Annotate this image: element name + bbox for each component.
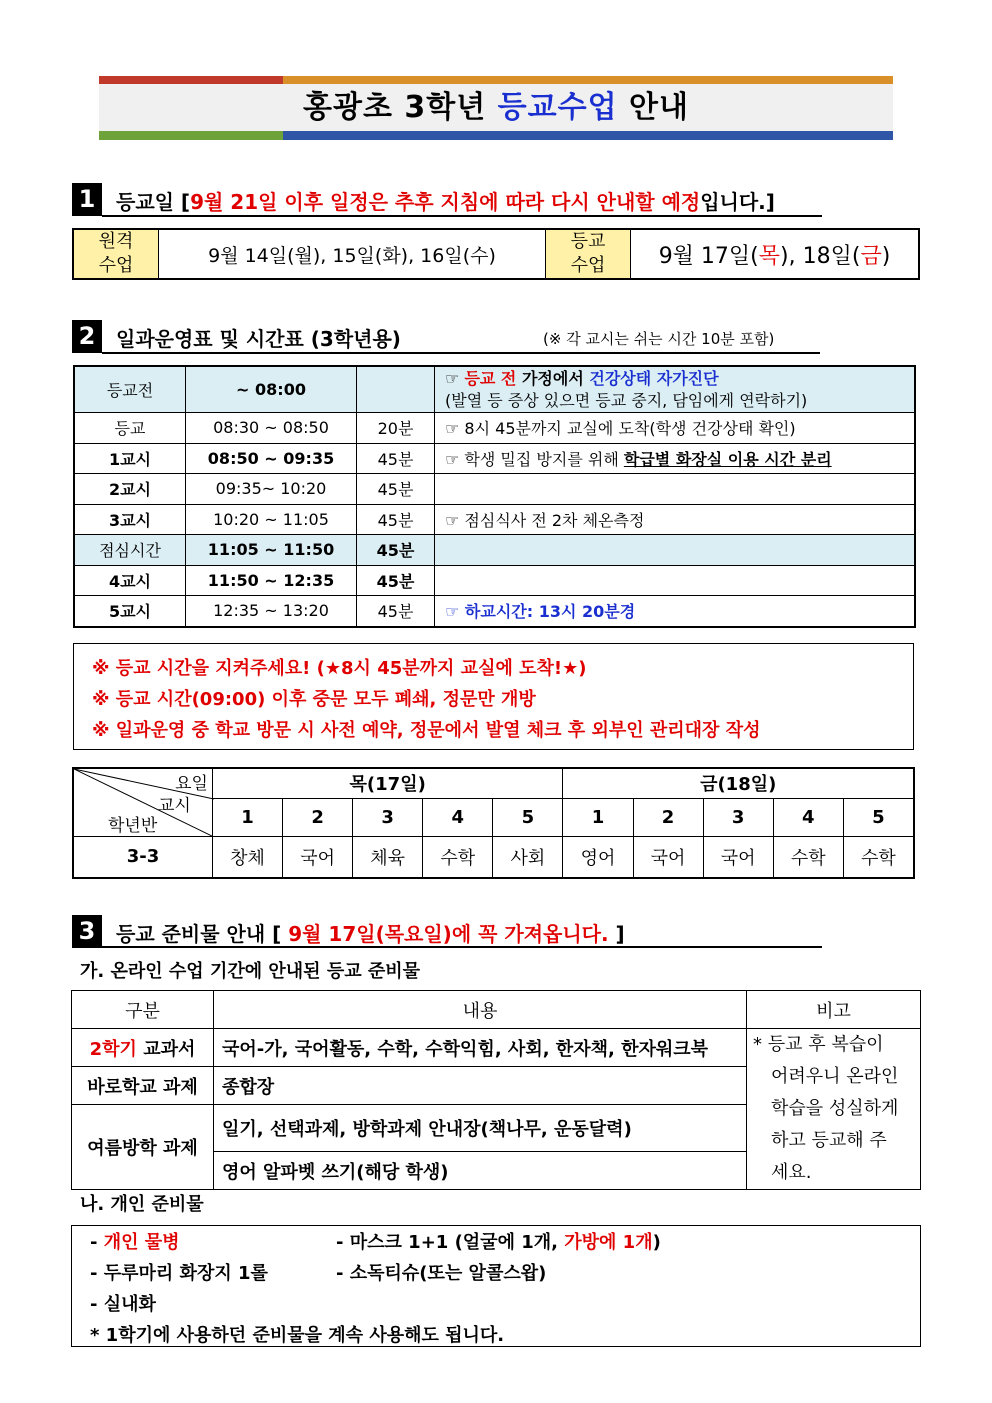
subject-cell: 수학 <box>423 836 493 878</box>
schedule-row <box>74 565 915 596</box>
supply-item: - 실내화 <box>90 1294 156 1315</box>
note-mid: 가정에서 <box>516 368 590 388</box>
section3-heading-red: 9월 17일(목요일)에 꼭 가져옵니다. <box>288 922 609 946</box>
banner-stripe-orange <box>283 76 893 84</box>
note-red: 등교 전 <box>464 368 517 388</box>
personal-supplies-box <box>71 1225 921 1347</box>
title-text-b: 안내 <box>617 90 689 125</box>
note-line2: (발열 등 증상 있으면 등교 중지, 담임에게 연락하기) <box>445 390 808 410</box>
schedule-note <box>435 474 916 505</box>
schedule-duration: 45분 <box>357 443 435 474</box>
section3-heading-text: 등교 준비물 안내 [ <box>116 922 289 946</box>
period-header: 4 <box>773 798 843 836</box>
subject-cell: 수학 <box>843 836 914 878</box>
section2-note: (※ 각 교시는 쉬는 시간 10분 포함) <box>543 330 775 348</box>
schedule-note <box>435 565 916 596</box>
corner-class-label: 학년반 <box>108 816 158 836</box>
section-number-2: 2 <box>72 320 102 353</box>
schedule-period: 점심시간 <box>74 535 186 566</box>
supplies-content: 영어 알파벳 쓰기(해당 학생) <box>214 1152 747 1190</box>
schedule-period: 등교전 <box>74 366 186 413</box>
note-blue: 건강상태 자가진단 <box>589 368 719 388</box>
supplies-category: 바로학교 과제 <box>72 1067 214 1105</box>
remark-line: 하고 등교해 주 <box>771 1130 887 1151</box>
period-header: 2 <box>633 798 703 836</box>
subheading-b: 나. 개인 준비물 <box>80 1194 204 1215</box>
supplies-content: 일기, 선택과제, 방학과제 안내장(책나무, 운동달력) <box>214 1105 747 1152</box>
remote-class-dates: 9월 14일(월), 15일(화), 16일(수) <box>159 229 546 279</box>
page-title <box>99 84 893 131</box>
corner-period-label: 교시 <box>158 796 191 816</box>
supply-item: - 소독티슈(또는 알콜스왑) <box>336 1263 547 1284</box>
schedule-time: 09:35~ 10:20 <box>186 474 357 505</box>
schedule-row <box>74 596 915 627</box>
subject-cell: 국어 <box>703 836 773 878</box>
remote-class-label <box>73 229 159 279</box>
schedule-period: 3교시 <box>74 504 186 535</box>
schedule-note: ☞ 8시 45분까지 교실에 도착(학생 건강상태 확인) <box>435 413 916 444</box>
schedule-duration: 45분 <box>357 596 435 627</box>
schedule-period: 2교시 <box>74 474 186 505</box>
remark-line: * 등교 후 복습이 <box>753 1034 884 1055</box>
item-red: 개인 물병 <box>103 1232 180 1253</box>
supplies-category <box>72 1029 214 1067</box>
schedule-note <box>435 535 916 566</box>
schedule-duration: 20분 <box>357 413 435 444</box>
supply-item: - 두루마리 화장지 1롤 <box>90 1263 268 1284</box>
schedule-row <box>74 443 915 474</box>
pointing-hand-icon: ☞ <box>445 368 460 388</box>
schedule-time: ~ 08:00 <box>186 366 357 413</box>
schedule-period: 등교 <box>74 413 186 444</box>
schedule-period: 5교시 <box>74 596 186 627</box>
schedule-note: ☞ 하교시간: 13시 20분경 <box>435 596 916 627</box>
section-underline-3 <box>102 946 822 948</box>
section-number-1: 1 <box>72 183 102 216</box>
day-header: 목(17일) <box>212 768 562 798</box>
daily-schedule-table <box>73 365 916 628</box>
subheading-a: 가. 온라인 수업 기간에 안내된 등교 준비물 <box>80 961 421 982</box>
schedule-time: 11:50 ~ 12:35 <box>186 565 357 596</box>
section-heading-1 <box>116 186 775 215</box>
schedule-row <box>74 413 915 444</box>
title-text-highlight: 등교수업 <box>497 90 618 125</box>
notice-line: ※ 일과운영 중 학교 방문 시 사전 예약, 정문에서 발열 체크 후 외부인 관리대장 작성 <box>92 720 761 741</box>
category-red: 2학기 <box>89 1038 137 1060</box>
period-header: 3 <box>353 798 423 836</box>
period-header: 2 <box>283 798 353 836</box>
schedule-time: 11:05 ~ 11:50 <box>186 535 357 566</box>
schedule-duration <box>357 366 435 413</box>
section-heading-3 <box>116 918 625 947</box>
remark-line: 어려우니 온라인 <box>771 1066 899 1087</box>
notice-line: ※ 등교 시간을 지켜주세요! (★8시 45분까지 교실에 도착!★) <box>92 658 587 679</box>
school-dates-c: ) <box>881 243 891 269</box>
schedule-time: 08:50 ~ 09:35 <box>186 443 357 474</box>
school-dates-b: ), 18일( <box>780 243 861 269</box>
notice-box <box>73 643 914 750</box>
subject-cell: 사회 <box>493 836 563 878</box>
table-header: 내용 <box>214 991 747 1029</box>
school-day-fri: 금 <box>860 243 882 269</box>
section-underline-2 <box>102 352 820 354</box>
school-dates-a: 9월 17일( <box>658 243 759 269</box>
timetable-corner <box>73 768 212 836</box>
in-school-class-dates <box>631 229 920 279</box>
schedule-duration: 45분 <box>357 565 435 596</box>
subject-cell: 국어 <box>633 836 703 878</box>
day-header: 금(18일) <box>563 768 914 798</box>
schedule-row <box>74 535 915 566</box>
section1-heading-tail: 입니다.] <box>700 190 775 214</box>
section1-heading-text: 등교일 [ <box>116 190 191 214</box>
remark-line: 학습을 성실하게 <box>771 1098 899 1119</box>
school-label-line2: 수업 <box>570 255 606 276</box>
supply-item <box>336 1228 661 1254</box>
supplies-table <box>71 990 921 1190</box>
supplies-remark <box>747 1029 921 1190</box>
remark-line: 세요. <box>771 1162 812 1183</box>
school-days-table <box>72 228 920 280</box>
title-text-a: 홍광초 3학년 <box>303 90 498 125</box>
category-text: 교과서 <box>136 1038 196 1060</box>
notice-line: ※ 등교 시간(09:00) 이후 중문 모두 폐쇄, 정문만 개방 <box>92 689 536 710</box>
schedule-period: 1교시 <box>74 443 186 474</box>
item-dash: - <box>90 1232 104 1253</box>
class-label: 3-3 <box>73 836 212 878</box>
corner-day-label: 요일 <box>175 774 208 794</box>
period-header: 1 <box>212 798 282 836</box>
schedule-time: 12:35 ~ 13:20 <box>186 596 357 627</box>
schedule-row <box>74 366 915 413</box>
schedule-row <box>74 474 915 505</box>
item-text: - 마스크 1+1 (얼굴에 1개, <box>336 1232 565 1253</box>
subject-cell: 국어 <box>283 836 353 878</box>
table-header: 구분 <box>72 991 214 1029</box>
period-header: 1 <box>563 798 633 836</box>
supplies-content: 국어-가, 국어활동, 수학, 수학익힘, 사회, 한자책, 한자워크북 <box>214 1029 747 1067</box>
note-underlined: 학급별 화장실 이용 시간 분리 <box>623 449 832 469</box>
item-red: 가방에 1개 <box>564 1232 653 1253</box>
schedule-note: ☞ 점심식사 전 2차 체온측정 <box>435 504 916 535</box>
period-header: 5 <box>843 798 914 836</box>
note-text: ☞ 학생 밀집 방지를 위해 <box>445 449 624 469</box>
schedule-duration: 45분 <box>357 535 435 566</box>
subject-cell: 수학 <box>773 836 843 878</box>
table-header: 비고 <box>747 991 921 1029</box>
schedule-period: 4교시 <box>74 565 186 596</box>
remote-label-line2: 수업 <box>98 255 134 276</box>
supplies-content: 종합장 <box>214 1067 747 1105</box>
section-number-3: 3 <box>72 915 102 948</box>
section-heading-2: 일과운영표 및 시간표 (3학년용) <box>116 327 401 351</box>
schedule-note <box>435 366 916 413</box>
section1-heading-red: 9월 21일 이후 일정은 추후 지침에 따라 다시 안내할 예정 <box>190 190 701 214</box>
item-tail: ) <box>652 1232 661 1253</box>
period-header: 5 <box>493 798 563 836</box>
subject-cell: 창체 <box>212 836 282 878</box>
period-header: 3 <box>703 798 773 836</box>
in-school-class-label <box>546 229 631 279</box>
banner-stripe-red <box>99 76 283 84</box>
school-label-line1: 등교 <box>570 231 606 252</box>
schedule-time: 08:30 ~ 08:50 <box>186 413 357 444</box>
supply-item: * 1학기에 사용하던 준비물을 계속 사용해도 됩니다. <box>90 1325 505 1346</box>
banner-stripe-green <box>99 131 283 140</box>
schedule-row <box>74 504 915 535</box>
section3-heading-tail: ] <box>608 922 625 946</box>
supplies-category: 여름방학 과제 <box>72 1105 214 1190</box>
school-day-thu: 목 <box>758 243 781 269</box>
period-header: 4 <box>423 798 493 836</box>
schedule-time: 10:20 ~ 11:05 <box>186 504 357 535</box>
section-underline-1 <box>102 215 822 217</box>
remote-label-line1: 원격 <box>98 231 134 252</box>
schedule-duration: 45분 <box>357 504 435 535</box>
schedule-note <box>435 443 916 474</box>
subject-cell: 영어 <box>563 836 633 878</box>
class-timetable <box>72 767 915 879</box>
subject-cell: 체육 <box>353 836 423 878</box>
banner-stripe-blue <box>283 131 893 140</box>
schedule-duration: 45분 <box>357 474 435 505</box>
supply-item <box>90 1228 180 1254</box>
